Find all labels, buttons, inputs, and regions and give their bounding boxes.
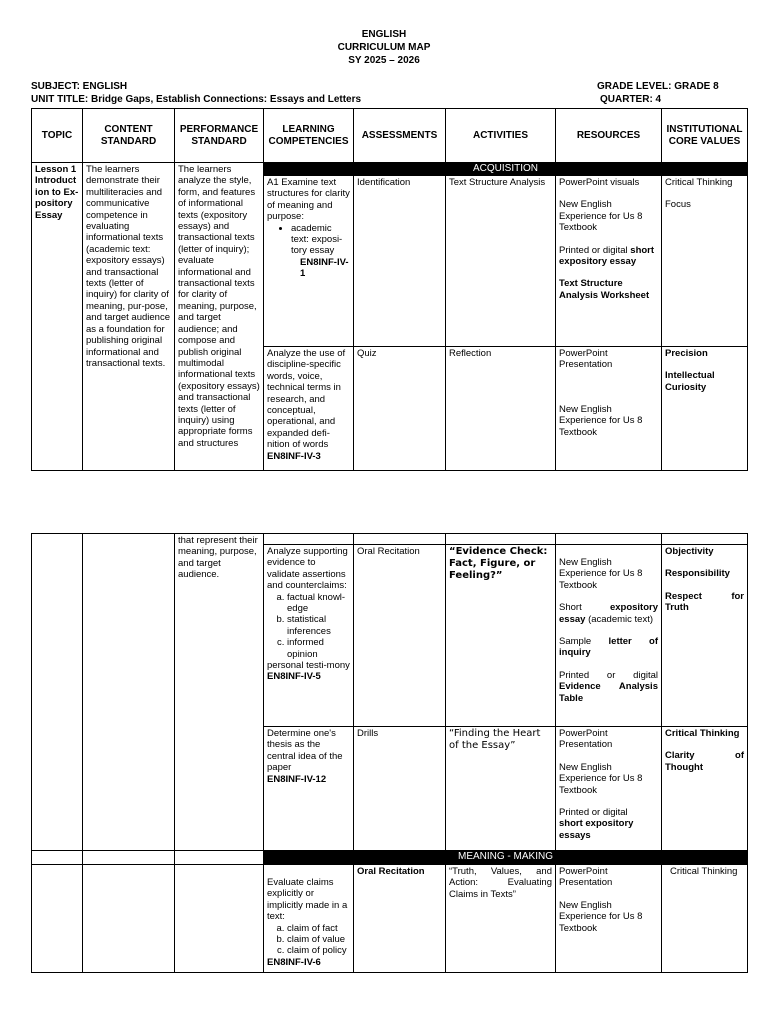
- core-values-cell: [662, 176, 748, 347]
- empty-cell: [446, 534, 556, 545]
- core-value-line: [665, 750, 744, 761]
- topic-cell: Lesson 1 Introduct ion to Ex-pository Essay: [32, 163, 83, 471]
- doc-title-subject: ENGLISH: [361, 29, 407, 40]
- empty-cell: [354, 534, 446, 545]
- resources-cell: [556, 176, 662, 347]
- competency-cell: [264, 865, 354, 973]
- resource-emphasis: letter of inquiry: [559, 636, 659, 659]
- core-value: Objectivity: [665, 546, 714, 557]
- list-item: • academic text: exposi-tory essay: [291, 223, 350, 257]
- core-value: [665, 750, 744, 773]
- table-row: [32, 851, 748, 865]
- resource-emphasis: short expository essay: [559, 244, 655, 268]
- resource-item: New English Experience for Us 8 Textbook: [559, 403, 643, 438]
- resource-item: [559, 670, 658, 704]
- core-value: Critical Thinking: [665, 177, 733, 188]
- list-item: b. claim of value: [287, 934, 350, 945]
- competency-code: EN8INF-IV-5: [267, 671, 321, 683]
- table-row: [32, 534, 748, 545]
- core-value: Focus: [665, 199, 691, 211]
- competency-code: EN8INF-IV-12: [267, 773, 327, 785]
- resource-item: [559, 602, 658, 625]
- meaning-making-band: MEANING - MAKING: [264, 851, 748, 865]
- performance-standard-cell: that represent their meaning, purpose, and target audience.: [175, 534, 264, 851]
- column-header-resources: RESOURCES: [556, 109, 662, 163]
- column-header-topic: TOPIC: [32, 109, 83, 163]
- competency-code: EN8INF-IV-6: [267, 956, 321, 968]
- core-values-cell: [662, 865, 748, 973]
- resource-item: New English Experience for Us 8 Textbook: [559, 557, 643, 591]
- resources-cell: [556, 347, 662, 471]
- core-value: Critical Thinking: [665, 728, 740, 739]
- resource-item: PowerPoint Presentation: [559, 866, 613, 889]
- core-value: Responsibility: [665, 568, 730, 580]
- competency-text: personal testi-mony: [267, 660, 350, 672]
- core-value-word: of: [735, 750, 744, 762]
- list-item: c. informed opinion: [287, 637, 350, 660]
- core-value-word: Truth: [665, 602, 689, 614]
- resource-item: New English Experience for Us 8 Textbook: [559, 761, 643, 796]
- unit-title-label: UNIT TITLE: Bridge Gaps, Establish Connections: Essays and Letters: [31, 94, 362, 105]
- table-header-row: [32, 109, 748, 163]
- content-standard-cell: The learners demonstrate their multiliteracies and communicative competence in evaluating informational texts (academic text: expository essays) and transactional texts (letter of inquiry) for clarity of meaning, pur-pose, and target audience as a foundation for publishing original informational and transactional texts.: [83, 163, 175, 471]
- curriculum-table-page1: [31, 108, 748, 471]
- core-value: Critical Thinking: [670, 866, 738, 877]
- competency-intro: Evaluate claims explicitly or implicitly made in a text:: [267, 877, 348, 923]
- empty-cell: [662, 534, 748, 545]
- core-value: Intellectual Curiosity: [665, 370, 715, 393]
- resource-item: PowerPoint Presentation: [559, 728, 613, 751]
- core-value-word: Clarity: [665, 750, 695, 762]
- competency-cell: [264, 727, 354, 851]
- competency-list: [267, 223, 350, 257]
- core-value: [665, 591, 744, 614]
- resource-item: PowerPoint Presentation: [559, 348, 613, 371]
- competency-intro: Analyze supporting evidence to validate assertions and counterclaims:: [267, 546, 348, 592]
- resource-text: Sample: [559, 636, 592, 648]
- column-header-learning-competencies: LEARNING COMPETENCIES: [264, 109, 354, 163]
- core-value-line: [665, 591, 744, 602]
- resource-item: PowerPoint visuals: [559, 177, 640, 188]
- activity-cell: “Evidence Check: Fact, Figure, or Feeling?”: [446, 545, 556, 727]
- list-item: c. claim of policy: [287, 945, 350, 956]
- resource-item: New English Experience for Us 8 Textbook: [559, 899, 643, 934]
- resource-text: Short: [559, 602, 582, 614]
- core-values-cell: [662, 347, 748, 471]
- competency-text: Analyze the use of discipline-specific words, voice, technical terms in research, and conceptual, operational, and expanded defi-nition of words: [267, 348, 346, 451]
- doc-title-school-year: SY 2025 – 2026: [348, 55, 420, 66]
- list-item: a. factual knowl-edge: [287, 592, 350, 615]
- resource-text: (academic text): [588, 613, 653, 625]
- competency-tail: [267, 660, 350, 683]
- empty-cell: [175, 851, 264, 865]
- curriculum-table-page2: [31, 533, 748, 973]
- core-value-word: for: [731, 590, 744, 602]
- list-item: b. statistical inferences: [287, 614, 350, 637]
- assessment-cell: Drills: [354, 727, 446, 851]
- performance-standard-cell: The learners analyze the style, form, and features of informational texts (expository essays) and transactional texts (letter of inquiry); evaluate informational and transactional texts for clarity of meaning, purpose, and target audience; and compose and publish original multimodal informational texts (expository essays) and transactional texts (letter of inquiry) using appropriate forms and structures: [175, 163, 264, 471]
- competency-list: [267, 592, 350, 660]
- resource-item: New English Experience for Us 8 Textbook: [559, 199, 643, 234]
- resource-emphasis: expository essay: [559, 602, 658, 625]
- competency-code: EN8INF-IV-1: [300, 256, 349, 280]
- resource-emphasis: Evidence Analysis Table: [559, 681, 658, 704]
- competency-cell: [264, 176, 354, 347]
- table-row: [32, 163, 748, 176]
- core-values-cell: [662, 545, 748, 727]
- core-value-word: Respect: [665, 590, 702, 602]
- topic-cell: [32, 534, 83, 851]
- activity-cell: “Finding the Heart of the Essay”: [446, 727, 556, 851]
- column-header-assessments: ASSESSMENTS: [354, 109, 446, 163]
- assessment-cell: Quiz: [354, 347, 446, 471]
- column-header-activities: ACTIVITIES: [446, 109, 556, 163]
- activity-cell: Reflection: [446, 347, 556, 471]
- resource-item: Printed or digital: [559, 807, 628, 819]
- quarter-label: QUARTER: 4: [600, 94, 662, 105]
- empty-cell: [83, 865, 175, 973]
- subject-label: SUBJECT: ENGLISH: [31, 81, 128, 92]
- empty-cell: [32, 851, 83, 865]
- resource-item: [559, 636, 658, 659]
- core-values-cell: [662, 727, 748, 851]
- assessment-cell: Oral Recitation: [354, 545, 446, 727]
- resource-text: Printed or digital: [559, 669, 658, 681]
- core-value-word: Thought: [665, 761, 703, 773]
- list-item: a. claim of fact: [287, 923, 350, 934]
- resource-emphasis: short expository essays: [559, 818, 634, 841]
- resources-cell: [556, 545, 662, 727]
- competency-list: [267, 923, 350, 957]
- empty-cell: [83, 851, 175, 865]
- column-header-core-values: INSTITUTIONAL CORE VALUES: [662, 109, 748, 163]
- acquisition-band: ACQUISITION: [264, 163, 748, 176]
- competency-intro: A1 Examine text structures for clarity of meaning and purpose:: [267, 177, 350, 223]
- competency-cell: [264, 347, 354, 471]
- activity-cell: “Truth, Values, and Action: Evaluating Claims in Texts”: [446, 865, 556, 973]
- column-header-content-standard: CONTENT STANDARD: [83, 109, 175, 163]
- competency-code: EN8INF-IV-3: [267, 450, 321, 462]
- empty-cell: [264, 534, 354, 545]
- doc-title-map: CURRICULUM MAP: [337, 42, 431, 53]
- competency-text: Determine one's thesis as the central idea of the paper: [267, 728, 343, 774]
- resource-item: [559, 245, 658, 268]
- empty-cell: [175, 865, 264, 973]
- table-row: [32, 865, 748, 973]
- grade-level-label: GRADE LEVEL: GRADE 8: [597, 81, 719, 92]
- column-header-performance-standard: PERFORMANCE STANDARD: [175, 109, 264, 163]
- core-value: Precision: [665, 348, 708, 359]
- competency-cell: [264, 545, 354, 727]
- activity-cell: Text Structure Analysis: [446, 176, 556, 347]
- empty-cell: [32, 865, 83, 973]
- resources-cell: [556, 727, 662, 851]
- assessment-cell: Identification: [354, 176, 446, 347]
- resource-item: Text Structure Analysis Worksheet: [559, 278, 650, 301]
- resource-text: Printed or digital: [559, 244, 628, 256]
- empty-cell: [556, 534, 662, 545]
- content-standard-cell: [83, 534, 175, 851]
- assessment-cell: Oral Recitation: [354, 865, 446, 973]
- resources-cell: [556, 865, 662, 973]
